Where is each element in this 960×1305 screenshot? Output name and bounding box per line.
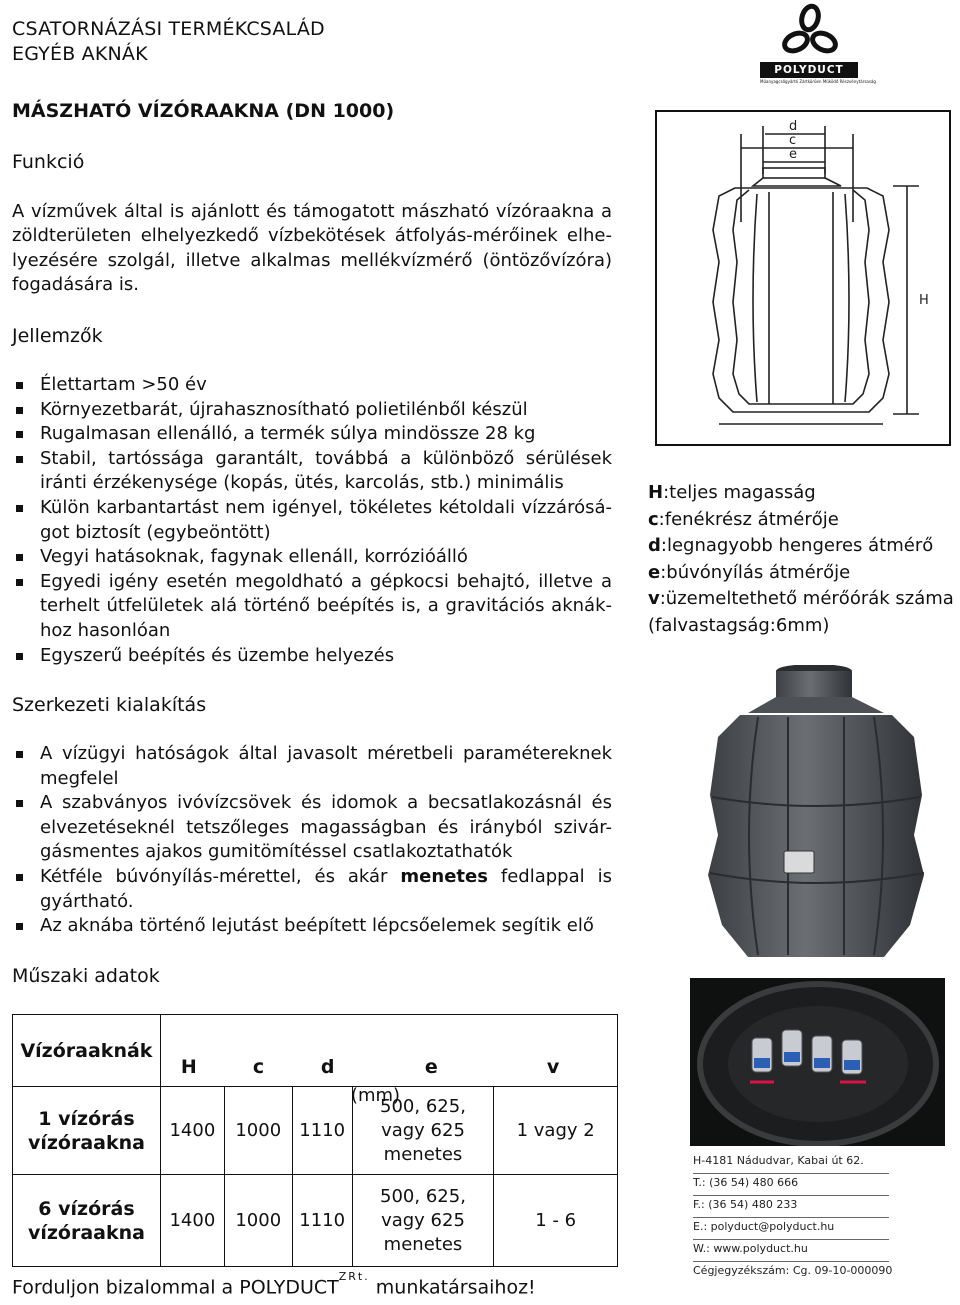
contact-phone: T.: (36 54) 480 666 — [693, 1174, 889, 1196]
shaft-interior-photo — [690, 978, 945, 1146]
list-item: Környezetbarát, újrahasznosítható polietilénből készül — [12, 398, 612, 423]
contact-web: W.: www.polyduct.hu — [693, 1240, 889, 1262]
list-item: Rugalmasan ellenálló, a termék súlya mindössze 28 kg — [12, 422, 612, 447]
shaft-diagram — [655, 110, 951, 446]
bullet-icon — [16, 800, 23, 807]
col-d: d — [320, 1055, 335, 1078]
function-heading: Funkció — [12, 151, 85, 173]
table-header-row — [13, 1015, 618, 1087]
logo-subtitle: Műanyagcsőgyártó Zártkörűen Működő Részvénytársaság — [760, 79, 876, 84]
structure-list — [12, 742, 612, 939]
logo-brand: POLYDUCT — [760, 62, 858, 78]
table-row: 6 vízórás vízóraakna 1400 1000 1110 500, 625, vagy 625 menetes 1 - 6 — [13, 1175, 618, 1267]
function-line: lyezésére szolgál, illetve alkalmas mellékvízmérő (öntözővízóra) — [12, 249, 612, 271]
list-item: Egyszerű beépítés és üzembe helyezés — [12, 644, 612, 669]
list-item: Az aknába történő lejutást beépített lépcsőelemek segítik elő — [12, 914, 612, 939]
dim-label-e: e — [789, 147, 797, 162]
list-item: A vízügyi hatóságok által javasolt méretbeli paramétereknek megfelel — [12, 742, 612, 791]
function-line: A vízművek által is ajánlott és támogatott mászható vízóraakna a — [12, 201, 612, 222]
subcategory-title: EGYÉB AKNÁK — [12, 43, 148, 65]
list-item: Stabil, tartóssága garantált, továbbá a különböző sérülések iránti érzékenysége (kopás, ütés, karcolás, stb.) minimális — [12, 447, 612, 496]
footer-note: Forduljon bizalommal a $POLYDUCT^{ZRt.}$ munkatársaihoz! — [12, 1270, 536, 1299]
contact-email: E.: polyduct@polyduct.hu — [693, 1218, 889, 1240]
bullet-icon — [16, 751, 23, 758]
function-line: fogadására is. — [12, 274, 139, 296]
bullet-icon — [16, 505, 23, 512]
features-heading: Jellemzők — [12, 325, 103, 347]
list-item: A szabványos ivóvízcsövek és idomok a becsatlakozásnál és elvezetéseknél tetszőleges magasságban és irányból szivár- gásmentes ajakos gumitömítéssel csatlakoztathatók — [12, 791, 612, 865]
tech-table — [12, 1014, 618, 1267]
col-v: v — [546, 1055, 560, 1078]
bullet-icon — [16, 923, 23, 930]
col-c: c — [252, 1055, 265, 1078]
contact-address: H-4181 Nádudvar, Kabai út 62. — [693, 1152, 889, 1174]
tech-heading: Műszaki adatok — [12, 965, 160, 987]
structure-heading: Szerkezeti kialakítás — [12, 694, 207, 716]
polyduct-logo — [760, 2, 876, 84]
contact-registry: Cégjegyzékszám: Cg. 09-10-000090 — [693, 1264, 893, 1277]
bullet-icon — [16, 554, 23, 561]
list-item: Egyedi igény esetén megoldható a gépkocsi behajtó, illetve a terhelt útfelületek alá történő beépítés is, a gravitációs aknák- hoz hasonlóan — [12, 570, 612, 644]
contact-block — [693, 1152, 893, 1284]
bullet-icon — [16, 382, 23, 389]
dim-label-d: d — [789, 119, 798, 134]
shaft-drawing — [657, 112, 949, 444]
col-H: H — [180, 1055, 197, 1078]
contact-fax: F.: (36 54) 480 233 — [693, 1196, 889, 1218]
logo-knot-icon — [760, 2, 860, 62]
list-item: Élettartam >50 év — [12, 373, 612, 398]
function-line: zöldterületen elhelyezkedő vízbekötések átfolyás-mérőinek elhe- — [12, 225, 612, 247]
bullet-icon — [16, 579, 23, 586]
bullet-icon — [16, 653, 23, 660]
legend-item: v:üzemeltethető mérőórák száma — [648, 588, 954, 609]
legend-item: e:búvónyílás átmérője — [648, 561, 851, 583]
unit-label: (mm) — [350, 1084, 401, 1106]
list-item: Külön karbantartást nem igényel, tökéletes kétoldali vízzárósá- got biztosít (egybeöntött) — [12, 496, 612, 545]
list-item: Kétféle búvónyílás-mérettel, és akár menetes fedlappal is gyártható. — [12, 865, 612, 914]
legend-note: (falvastagság:6mm) — [648, 614, 830, 636]
table-dims-header — [160, 1015, 617, 1106]
dim-label-H: H — [919, 293, 929, 308]
bullet-icon — [16, 456, 23, 463]
dimension-legend — [648, 480, 954, 639]
legend-item: d:legnagyobb hengeres átmérő — [648, 535, 934, 556]
shaft-product-photo — [688, 665, 943, 965]
list-item: Vegyi hatásoknak, fagynak ellenáll, korrózióálló — [12, 545, 612, 570]
table-row: 1 vízórás vízóraakna 1400 1000 1110 500, 625, vagy 625 menetes 1 vagy 2 — [13, 1087, 618, 1175]
bullet-icon — [16, 874, 23, 881]
page-title: MÁSZHATÓ VÍZÓRAAKNA (DN 1000) — [12, 100, 395, 122]
legend-item: H:teljes magasság — [648, 482, 816, 503]
legend-item: c:fenékrész átmérője — [648, 508, 839, 530]
category-title: CSATORNÁZÁSI TERMÉKCSALÁD — [12, 18, 325, 40]
table-col-label: Vízóraaknák — [13, 1015, 161, 1087]
features-list — [12, 373, 612, 668]
bullet-icon — [16, 407, 23, 414]
function-paragraph — [12, 200, 612, 298]
dim-label-c: c — [789, 133, 797, 148]
col-e: e — [424, 1055, 438, 1078]
bullet-icon — [16, 431, 23, 438]
